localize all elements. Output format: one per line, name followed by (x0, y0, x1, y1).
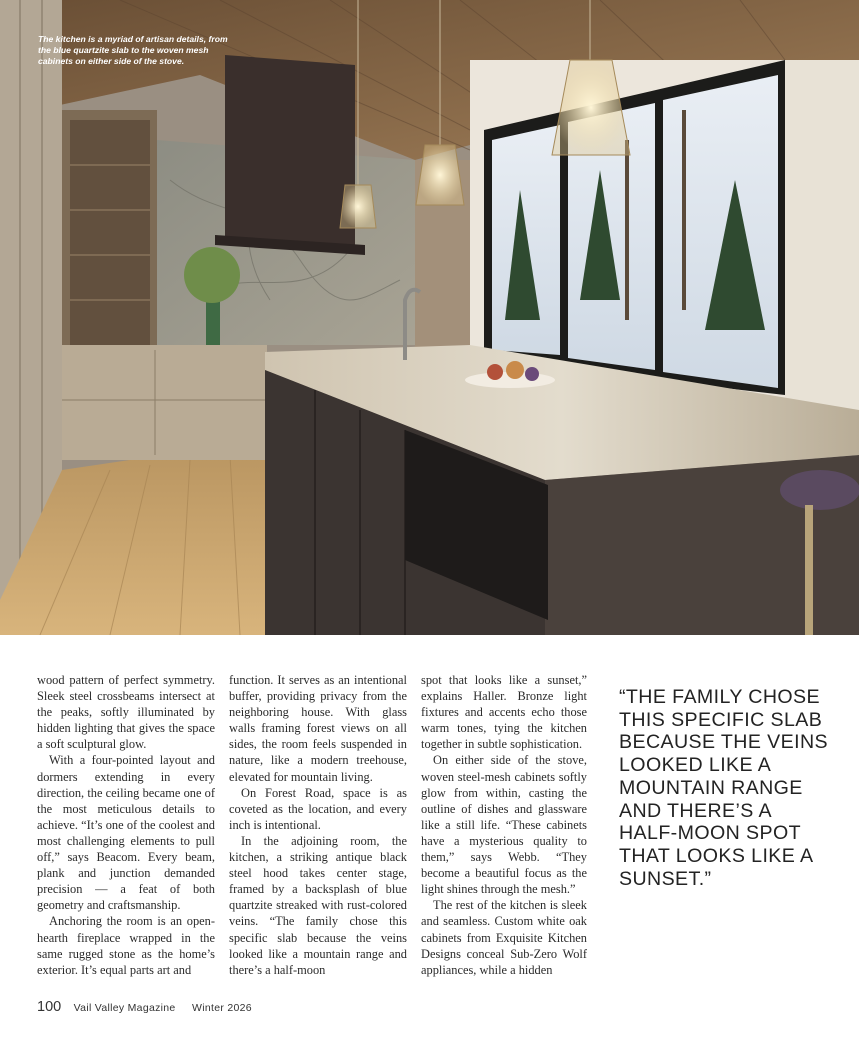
magazine-name: Vail Valley Magazine (73, 1002, 176, 1014)
paragraph: spot that looks like a sunset,” explains Haller. Bronze light fixtures and accents echo those warm tones, tying the kitchen together in subtle sophistication. (421, 673, 587, 752)
paragraph: With a four-pointed layout and dormers extending in every direction, the ceiling became one of the most meticulous details to achieve. “It’s one of the coolest and most challenging elements to pull off,” says Beacom. Every beam, plank and junction demanded precision — a feat of both geometry and craftsmanship. (37, 753, 215, 913)
issue-date: Winter 2026 (192, 1002, 252, 1014)
page-footer (37, 998, 252, 1016)
paragraph: The rest of the kitchen is sleek and seamless. Custom white oak cabinets from Exquisite Kitchen Designs conceal Sub-Zero Wolf appliances, while a hidden (421, 898, 587, 977)
paragraph: function. It serves as an intentional buffer, providing privacy from the neighboring house. With glass walls framing forest views on all sides, the room feels suspended in nature, like a modern treehouse, elevated for mountain living. (229, 673, 407, 784)
pull-quote: “THE FAMILY CHOSE THIS SPECIFIC SLAB BECAUSE THE VEINS LOOKED LIKE A MOUNTAIN RANGE AND THERE’S A HALF-MOON SPOT THAT LOOKS LIKE A SUNSET.” (619, 686, 828, 890)
paragraph: In the adjoining room, the kitchen, a striking antique black steel hood takes center stage, framed by a backsplash of blue quartzite streaked with rust-colored veins. “The family chose this specific slab because the veins looked like a mountain range and there’s a half-moon (229, 833, 407, 977)
paragraph: On Forest Road, space is as coveted as the location, and every inch is intentional. (229, 785, 407, 832)
article-column-1 (37, 672, 215, 978)
paragraph: On either side of the stove, woven steel-mesh cabinets softly glow from within, casting the outline of dishes and glassware like a still life. “These cabinets have a mysterious quality to them,” says Webb. “They become a beautiful focus as the light shines through the mesh.” (421, 753, 587, 897)
photo-caption: The kitchen is a myriad of artisan details, from the blue quartzite slab to the woven mesh cabinets on either side of the stove. (38, 34, 228, 66)
article-column-3 (421, 672, 587, 978)
page-number: 100 (37, 999, 62, 1015)
paragraph: wood pattern of perfect symmetry. Sleek steel crossbeams intersect at the peaks, softly illuminated by hidden lighting that gives the space a soft sculptural glow. (37, 673, 215, 752)
paragraph: Anchoring the room is an open-hearth fireplace wrapped in the same rugged stone as the home’s exterior. It’s equal parts art and (37, 914, 215, 977)
article-column-2 (229, 672, 407, 978)
